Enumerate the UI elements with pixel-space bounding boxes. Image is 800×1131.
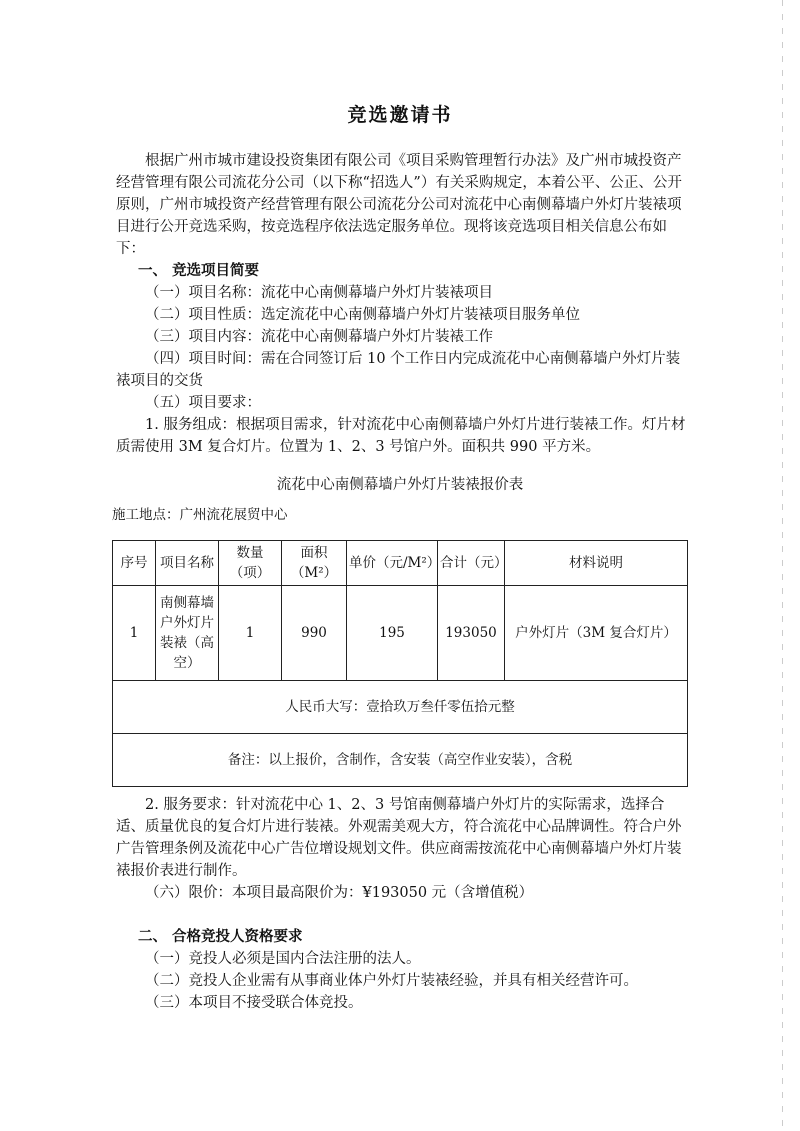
cell-area: 990 (282, 586, 347, 681)
requirement-1: 1. 服务组成：根据项目需求，针对流花中心南侧幕墙户外灯片进行装裱工作。灯片材质需使用 3M 复合灯片。位置为 1、2、3 号馆户外。面积共 990 平方米。 (116, 417, 686, 455)
scan-edge-line (782, 0, 783, 1131)
table-title: 流花中心南侧幕墙户外灯片装裱报价表 (276, 477, 524, 493)
rmb-text: 人民币大写：壹拾玖万叁仟零伍拾元整 (113, 681, 688, 734)
cell-material: 户外灯片（3M 复合灯片） (505, 586, 688, 681)
site-label: 施工地点：广州流花展贸中心 (112, 507, 288, 523)
header-cell: 单价（元/M²） (347, 541, 438, 586)
cell-total: 193050 (438, 586, 505, 681)
item-time: （四）项目时间：需在合同签订后 10 个工作日内完成流花中心南侧幕墙户外灯片装裱项目的交货 (116, 351, 681, 389)
note-row (113, 734, 688, 787)
cell-unit-price: 195 (347, 586, 438, 681)
header-cell: 序号 (113, 541, 156, 586)
intro-paragraph: 根据广州市城市建设投资集团有限公司《项目采购管理暂行办法》及广州市城投资产经营管理有限公司流花分公司（以下称“招选人”）有关采购规定，本着公平、公正、公开原则，广州市城投资产经营管理有限公司流花分公司对流花中心南侧幕墙户外灯片装裱项目进行公开竞选采购，按竞选程序依法选定服务单位。现将该竞选项目相关信息公布如下： (116, 153, 682, 257)
header-cell: 项目名称 (156, 541, 219, 586)
section1-heading: 一、 竞选项目简要 (138, 262, 260, 279)
cell-quantity: 1 (219, 586, 282, 681)
requirement-2: 2. 服务要求：针对流花中心 1、2、3 号馆南侧幕墙户外灯片的实际需求，选择合适、质量优良的复合灯片进行装裱。外观需美观大方，符合流花中心品牌调性。符合户外广告管理条例及流花中心广告位增设规划文件。供应商需按流花中心南侧幕墙户外灯片装裱报价表进行制作。 (116, 797, 682, 879)
table-row (113, 586, 688, 681)
cell-project-name: 南侧幕墙户外灯片装裱（高空） (156, 586, 219, 681)
header-cell: 材料说明 (505, 541, 688, 586)
price-limit: （六）限价：本项目最高限价为：¥193050 元（含增值税） (145, 885, 534, 901)
qualification-3: （三）本项目不接受联合体竞投。 (145, 995, 363, 1011)
item-name: （一）项目名称：流花中心南侧幕墙户外灯片装裱项目 (145, 285, 493, 301)
qualification-1: （一）竞投人必须是国内合法注册的法人。 (145, 951, 421, 967)
section2-heading: 二、 合格竞投人资格要求 (138, 928, 303, 945)
item-content: （三）项目内容：流花中心南侧幕墙户外灯片装裱工作 (145, 329, 493, 345)
quote-table (112, 540, 688, 787)
page-title: 竞选邀请书 (347, 104, 453, 126)
note-text: 备注：以上报价，含制作，含安装（高空作业安装），含税 (113, 734, 688, 787)
table-header-row (113, 541, 688, 586)
qualification-2: （二）竞投人企业需有从事商业体户外灯片装裱经验，并具有相关经营许可。 (145, 973, 638, 989)
header-cell: 合计（元） (438, 541, 505, 586)
rmb-row (113, 681, 688, 734)
item-requirements: （五）项目要求： (145, 395, 261, 411)
item-nature: （二）项目性质：选定流花中心南侧幕墙户外灯片装裱项目服务单位 (145, 307, 580, 323)
cell-index: 1 (113, 586, 156, 681)
header-cell: 面积（M²） (282, 541, 347, 586)
header-cell: 数量（项） (219, 541, 282, 586)
